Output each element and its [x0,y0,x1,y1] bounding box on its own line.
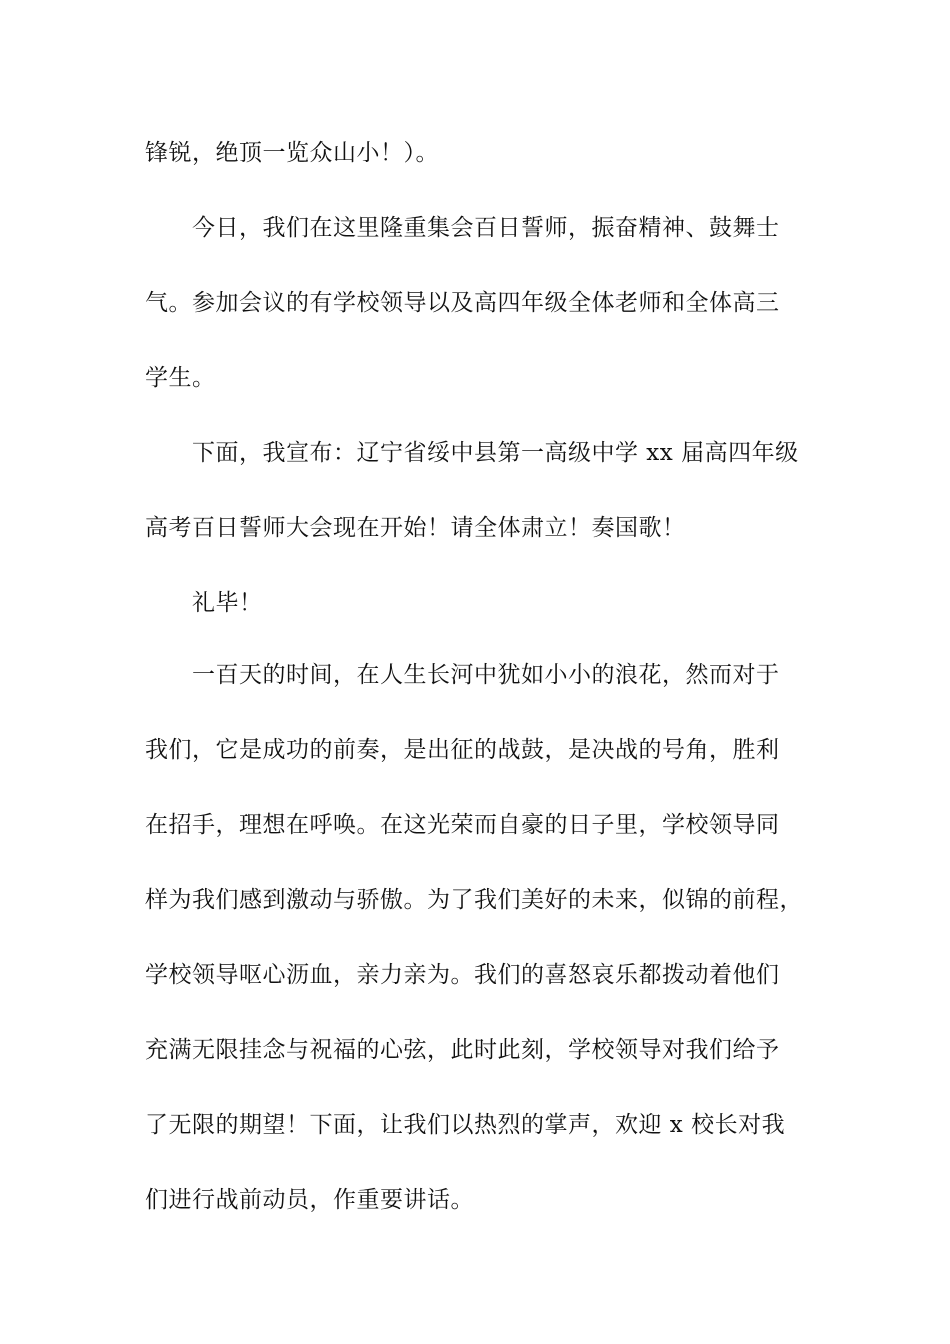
paragraph-start-line: 下面，我宣布：辽宁省绥中县第一高级中学 xx 届高四年级 [192,440,799,466]
text-line: 我们，它是成功的前奏，是出征的战鼓，是决战的号角，胜利 [145,737,780,763]
text-line: 气。参加会议的有学校领导以及高四年级全体老师和全体高三 [145,290,780,316]
text-line: 高考百日誓师大会现在开始！请全体肃立！奏国歌！ [145,515,686,541]
text-line: 锋锐，绝顶一览众山小！）。 [145,140,439,166]
text-line: 学校领导呕心沥血，亲力亲为。我们的喜怒哀乐都拨动着他们 [145,962,780,988]
paragraph-start-line: 今日，我们在这里隆重集会百日誓师，振奋精神、鼓舞士 [192,215,780,241]
text-line: 学生。 [145,365,216,391]
paragraph-start-line: 一百天的时间，在人生长河中犹如小小的浪花，然而对于 [192,662,780,688]
text-line: 们进行战前动员，作重要讲话。 [145,1187,474,1213]
paragraph-start-line: 礼毕！ [192,590,263,616]
text-line: 充满无限挂念与祝福的心弦，此时此刻，学校领导对我们给予 [145,1037,780,1063]
text-line: 了无限的期望！下面，让我们以热烈的掌声，欢迎 x 校长对我 [145,1112,786,1138]
text-line: 样为我们感到激动与骄傲。为了我们美好的未来，似锦的前程， [145,887,803,913]
text-line: 在招手，理想在呼唤。在这光荣而自豪的日子里，学校领导同 [145,812,780,838]
